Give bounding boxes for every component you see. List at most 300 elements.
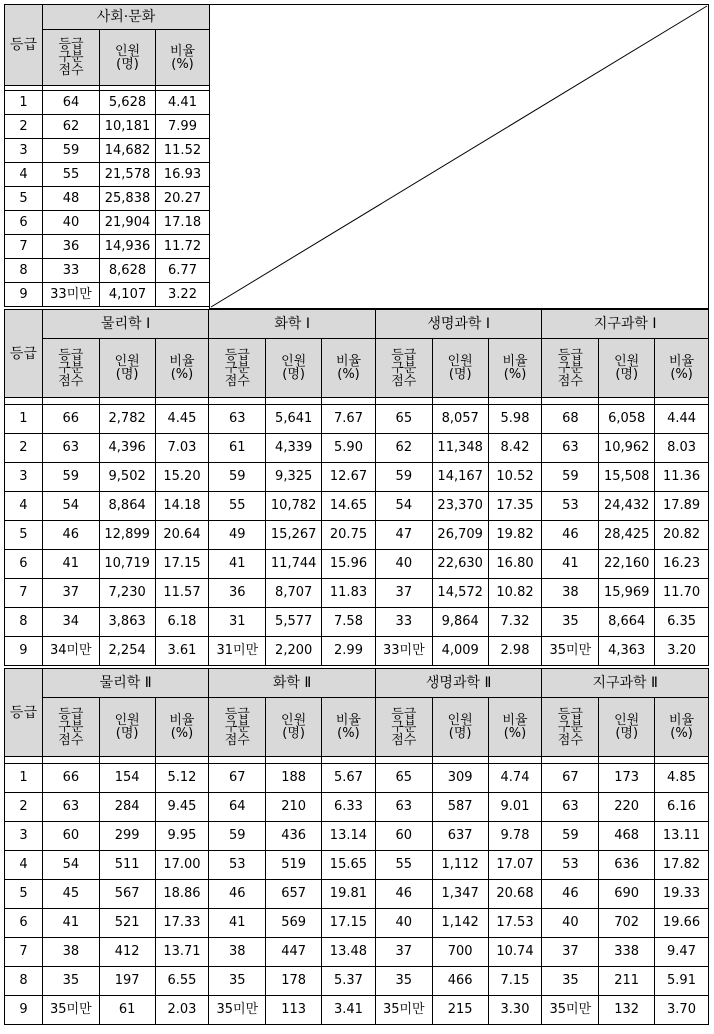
data-cell: [432, 764, 488, 793]
data-cell: [599, 463, 655, 492]
cell-value: 35: [395, 973, 413, 988]
cell-value: 41: [229, 556, 246, 571]
data-cell: [5, 521, 43, 550]
cell-value: 436: [281, 828, 307, 843]
data-cell: [99, 764, 155, 793]
data-cell: [100, 139, 156, 163]
data-cell: [99, 550, 155, 579]
data-cell: [5, 851, 43, 880]
cell-value: 466: [447, 973, 473, 988]
data-cell: [266, 996, 322, 1025]
cell-value: 59: [562, 828, 579, 843]
cell-value: 3: [19, 828, 28, 843]
data-cell: [266, 521, 322, 550]
data-cell: [488, 579, 542, 608]
data-cell: [488, 521, 542, 550]
cell-value: 13.48: [329, 944, 368, 959]
ratio-header-text: 비율: [502, 713, 528, 728]
cell-value: 8.03: [667, 440, 697, 455]
separator-cell: [375, 398, 432, 405]
data-cell: [99, 637, 155, 666]
cell-value: 17.35: [496, 498, 534, 513]
cell-value: 15,267: [270, 527, 317, 542]
data-cell: [5, 434, 43, 463]
ratio-header-text: (%): [337, 726, 360, 741]
data-cell: [155, 521, 209, 550]
data-cell: [266, 608, 322, 637]
subject-name: 지구과학 Ⅱ: [592, 675, 658, 691]
cell-value: 61: [229, 440, 246, 455]
data-cell: [432, 521, 488, 550]
data-cell: [599, 550, 655, 579]
subject-header: [375, 310, 542, 339]
data-cell: [5, 793, 43, 822]
cell-value: 5.98: [500, 411, 530, 426]
cell-value: 2.03: [167, 1002, 197, 1017]
data-cell: [432, 909, 488, 938]
data-cell: [155, 851, 209, 880]
separator-cell: [5, 398, 43, 405]
cell-value: 53: [562, 498, 579, 513]
cell-value: 188: [281, 770, 307, 785]
cell-value: 13.71: [163, 944, 201, 959]
cell-value: 6.77: [168, 262, 197, 278]
cell-value: 2: [19, 440, 28, 455]
data-cell: [99, 880, 155, 909]
data-cell: [321, 764, 375, 793]
separator-cell: [655, 398, 709, 405]
data-cell: [5, 283, 43, 307]
data-cell: [266, 851, 322, 880]
data-cell: [432, 492, 488, 521]
data-cell: [42, 608, 99, 637]
data-cell: [488, 793, 542, 822]
count-header: [99, 339, 155, 398]
cell-value: 59: [395, 469, 413, 484]
cell-value: 3.20: [667, 643, 697, 658]
cell-value: 700: [447, 944, 473, 959]
subject-header: [375, 669, 542, 698]
cell-value: 35미만: [549, 1002, 592, 1017]
cell-value: 47: [395, 527, 413, 542]
data-cell: [321, 996, 375, 1025]
data-cell: [599, 434, 655, 463]
cell-value: 15.65: [329, 857, 368, 872]
data-cell: [42, 764, 99, 793]
cell-value: 16.23: [662, 556, 701, 571]
data-cell: [266, 434, 322, 463]
cell-value: 24,432: [603, 498, 650, 513]
count-header: [599, 698, 655, 757]
separator-cell: [5, 757, 43, 764]
ratio-header-text: (%): [670, 726, 693, 741]
cell-value: 35: [562, 614, 579, 629]
data-cell: [432, 405, 488, 434]
data-cell: [655, 996, 709, 1025]
cell-value: 35미만: [50, 1002, 92, 1017]
data-cell: [209, 967, 266, 996]
cell-value: 66: [62, 770, 80, 785]
data-cell: [542, 938, 599, 967]
data-cell: [266, 492, 322, 521]
cell-value: 13.11: [662, 828, 701, 843]
data-cell: [209, 521, 266, 550]
subject-name: 사회·문화: [96, 9, 156, 26]
separator-cell: [432, 757, 488, 764]
data-cell: [542, 967, 599, 996]
data-cell: [209, 793, 266, 822]
cell-value: 10.82: [496, 585, 534, 600]
cell-value: 7.58: [334, 614, 363, 629]
separator-cell: [42, 757, 99, 764]
data-cell: [655, 608, 709, 637]
cutoff-score-header-text: 구분: [557, 360, 583, 376]
data-cell: [542, 996, 599, 1025]
data-cell: [542, 637, 599, 666]
separator-cell: [209, 757, 266, 764]
data-cell: [156, 235, 210, 259]
count-header-text: 인원: [114, 43, 141, 59]
data-cell: [542, 579, 599, 608]
cell-value: 1,112: [441, 857, 479, 872]
cell-value: 14.18: [163, 498, 201, 513]
data-cell: [5, 235, 43, 259]
table-row: [5, 550, 709, 579]
cell-value: 10,962: [603, 440, 650, 455]
cell-value: 10,719: [104, 556, 150, 571]
cell-value: 6: [19, 915, 28, 930]
cell-value: 63: [395, 799, 413, 814]
cell-value: 40: [62, 214, 80, 230]
cell-value: 64: [62, 94, 80, 110]
cell-value: 9: [19, 643, 28, 658]
cell-value: 35: [62, 973, 80, 988]
data-cell: [5, 880, 43, 909]
ratio-header-text: 비율: [169, 43, 196, 59]
cell-value: 46: [562, 886, 579, 901]
cell-value: 65: [395, 411, 413, 426]
cutoff-score-header: [375, 698, 432, 757]
data-cell: [266, 637, 322, 666]
data-cell: [43, 115, 100, 139]
cell-value: 17.15: [329, 915, 368, 930]
cell-value: 2: [19, 799, 28, 814]
cutoff-score-header: [43, 30, 100, 86]
data-cell: [266, 822, 322, 851]
count-header-text: (명): [116, 56, 139, 72]
data-cell: [5, 909, 43, 938]
data-cell: [209, 434, 266, 463]
cell-value: 5.12: [167, 770, 197, 785]
subject-name: 물리학 Ⅰ: [101, 316, 151, 332]
data-cell: [99, 909, 155, 938]
data-cell: [432, 463, 488, 492]
cell-value: 2,254: [108, 643, 146, 658]
cell-value: 521: [114, 915, 140, 930]
cutoff-score-header-text: 등급: [224, 706, 250, 722]
data-cell: [266, 463, 322, 492]
count-header-text: 인원: [447, 354, 473, 369]
data-cell: [542, 608, 599, 637]
data-cell: [266, 938, 322, 967]
cell-value: 15,969: [603, 585, 650, 600]
cell-value: 20.27: [163, 190, 202, 206]
cell-value: 412: [114, 944, 140, 959]
cell-value: 6,058: [608, 411, 646, 426]
data-cell: [375, 405, 432, 434]
cell-value: 63: [62, 799, 80, 814]
cell-value: 35: [562, 973, 579, 988]
cell-value: 46: [395, 886, 413, 901]
cell-value: 5: [19, 886, 28, 901]
separator-cell: [655, 757, 709, 764]
cell-value: 3.70: [667, 1002, 696, 1017]
data-cell: [42, 938, 99, 967]
cell-value: 15.96: [329, 556, 368, 571]
cutoff-score-header: [209, 339, 266, 398]
cell-value: 17.89: [662, 498, 701, 513]
data-cell: [209, 463, 266, 492]
cell-value: 11.72: [163, 238, 202, 254]
count-header-text: (명): [615, 367, 639, 382]
separator-cell: [488, 757, 542, 764]
cell-value: 33: [395, 614, 413, 629]
subject-header: [209, 310, 376, 339]
grade-header: [5, 310, 43, 398]
subject-name: 지구과학 Ⅰ: [593, 316, 657, 332]
count-header-text: 인원: [447, 713, 473, 728]
cell-value: 55: [229, 498, 246, 513]
cell-value: 36: [229, 585, 246, 600]
data-cell: [542, 851, 599, 880]
count-header: [266, 698, 322, 757]
cell-value: 6: [19, 214, 28, 230]
cell-value: 22,160: [603, 556, 650, 571]
cell-value: 38: [229, 944, 246, 959]
cutoff-score-header-text: 점수: [224, 732, 250, 748]
cell-value: 1,347: [441, 886, 479, 901]
ratio-header: [322, 339, 376, 398]
subject-header: [42, 669, 208, 698]
data-cell: [156, 139, 210, 163]
data-cell: [155, 967, 209, 996]
data-cell: [209, 880, 266, 909]
section-science-1: [4, 309, 709, 666]
cell-value: 7.03: [167, 440, 197, 455]
cell-value: 5.67: [333, 770, 363, 785]
table-row: [5, 521, 709, 550]
data-cell: [599, 909, 655, 938]
data-cell: [155, 608, 209, 637]
cell-value: 35: [229, 973, 246, 988]
cell-value: 5,628: [108, 94, 147, 110]
cell-value: 284: [114, 799, 140, 814]
cell-value: 15,508: [603, 469, 650, 484]
cell-value: 447: [281, 944, 307, 959]
data-cell: [43, 235, 100, 259]
cell-value: 309: [447, 770, 473, 785]
cell-value: 17.15: [163, 556, 201, 571]
cell-value: 37: [395, 944, 413, 959]
table-row: [5, 139, 210, 163]
cell-value: 8.42: [500, 440, 530, 455]
data-cell: [99, 822, 155, 851]
ratio-header-text: 비율: [335, 354, 362, 369]
cell-value: 197: [114, 973, 140, 988]
data-cell: [156, 283, 210, 307]
data-cell: [156, 115, 210, 139]
data-cell: [5, 91, 43, 115]
cell-value: 215: [447, 1002, 473, 1017]
data-cell: [266, 550, 322, 579]
data-cell: [99, 579, 155, 608]
data-cell: [155, 637, 209, 666]
separator-cell: [321, 757, 375, 764]
data-cell: [155, 492, 209, 521]
data-cell: [655, 909, 709, 938]
count-header: [99, 698, 155, 757]
data-cell: [155, 938, 209, 967]
cell-value: 9,325: [275, 469, 313, 484]
table-row: [5, 91, 210, 115]
cell-value: 63: [562, 440, 579, 455]
data-cell: [156, 211, 210, 235]
cell-value: 17.07: [496, 857, 534, 872]
separator-cell: [599, 757, 655, 764]
cell-value: 54: [395, 498, 413, 513]
cell-value: 13.14: [329, 828, 368, 843]
ratio-header: [488, 698, 542, 757]
ratio-header: [488, 339, 542, 398]
data-cell: [655, 967, 709, 996]
cell-value: 11.83: [329, 585, 368, 600]
cell-value: 8: [19, 614, 28, 629]
data-cell: [155, 764, 209, 793]
table-row: [5, 764, 709, 793]
data-cell: [655, 405, 709, 434]
data-cell: [42, 793, 99, 822]
cell-value: 31: [229, 614, 246, 629]
cell-value: 35미만: [216, 1002, 259, 1017]
table-row: [5, 608, 709, 637]
data-cell: [322, 579, 376, 608]
cell-value: 1: [19, 770, 28, 785]
cutoff-score-header-text: 점수: [58, 373, 84, 389]
cell-value: 8,707: [275, 585, 313, 600]
data-cell: [432, 967, 488, 996]
ratio-header-text: (%): [170, 367, 194, 382]
data-cell: [599, 967, 655, 996]
data-cell: [43, 259, 100, 283]
cell-value: 67: [562, 770, 579, 785]
cell-value: 3.61: [167, 643, 197, 658]
cell-value: 569: [281, 915, 307, 930]
cell-value: 5: [19, 527, 28, 542]
cell-value: 14,682: [104, 142, 151, 158]
separator-cell: [542, 398, 599, 405]
data-cell: [42, 822, 99, 851]
data-cell: [209, 608, 266, 637]
ratio-header-text: (%): [670, 367, 693, 382]
subject-header: [42, 310, 209, 339]
data-cell: [488, 909, 542, 938]
cell-value: 34: [62, 614, 80, 629]
cell-value: 31미만: [216, 643, 259, 658]
cell-value: 40: [395, 915, 413, 930]
cell-value: 6.35: [667, 614, 697, 629]
data-cell: [375, 579, 432, 608]
cell-value: 113: [281, 1002, 307, 1017]
count-header: [432, 698, 488, 757]
cell-value: 15.20: [163, 469, 201, 484]
cell-value: 33: [62, 262, 80, 278]
subject-name: 화학 Ⅰ: [274, 316, 310, 332]
data-cell: [321, 938, 375, 967]
table-social-culture: [4, 4, 210, 307]
cutoff-score-header-text: 점수: [58, 63, 84, 79]
ratio-header: [155, 339, 209, 398]
table-science-2: [4, 668, 709, 1025]
cell-value: 11,744: [270, 556, 317, 571]
separator-cell: [99, 398, 155, 405]
data-cell: [542, 880, 599, 909]
data-cell: [375, 637, 432, 666]
data-cell: [599, 608, 655, 637]
count-header-text: 인원: [614, 354, 640, 369]
subject-header: [542, 669, 709, 698]
cell-value: 7.15: [500, 973, 530, 988]
data-cell: [321, 822, 375, 851]
data-cell: [5, 579, 43, 608]
cutoff-score-header-text: 점수: [557, 373, 583, 389]
data-cell: [321, 793, 375, 822]
table-row: [5, 637, 709, 666]
data-cell: [5, 637, 43, 666]
cell-value: 28,425: [603, 527, 650, 542]
data-cell: [488, 764, 542, 793]
grade-header: [5, 5, 43, 86]
count-header-text: (명): [615, 726, 639, 741]
data-cell: [655, 764, 709, 793]
cell-value: 41: [62, 915, 80, 930]
cell-value: 40: [395, 556, 413, 571]
data-cell: [322, 463, 376, 492]
data-cell: [209, 492, 266, 521]
cell-value: 40: [562, 915, 579, 930]
data-cell: [655, 822, 709, 851]
cell-value: 9: [19, 1002, 28, 1017]
data-cell: [266, 909, 322, 938]
data-cell: [100, 259, 156, 283]
table-row: [5, 434, 709, 463]
table-row: [5, 259, 210, 283]
count-header-text: (명): [448, 367, 472, 382]
cell-value: 62: [395, 440, 413, 455]
cell-value: 6.18: [167, 614, 197, 629]
data-cell: [322, 550, 376, 579]
data-cell: [100, 91, 156, 115]
cutoff-score-header: [542, 339, 599, 398]
cell-value: 48: [62, 190, 80, 206]
separator-cell: [432, 398, 488, 405]
cell-value: 33미만: [382, 643, 425, 658]
cell-value: 9,502: [108, 469, 146, 484]
data-cell: [100, 115, 156, 139]
cell-value: 10,782: [270, 498, 317, 513]
cell-value: 55: [395, 857, 413, 872]
cutoff-score-header: [42, 339, 99, 398]
cutoff-score-header-text: 구분: [58, 50, 84, 66]
